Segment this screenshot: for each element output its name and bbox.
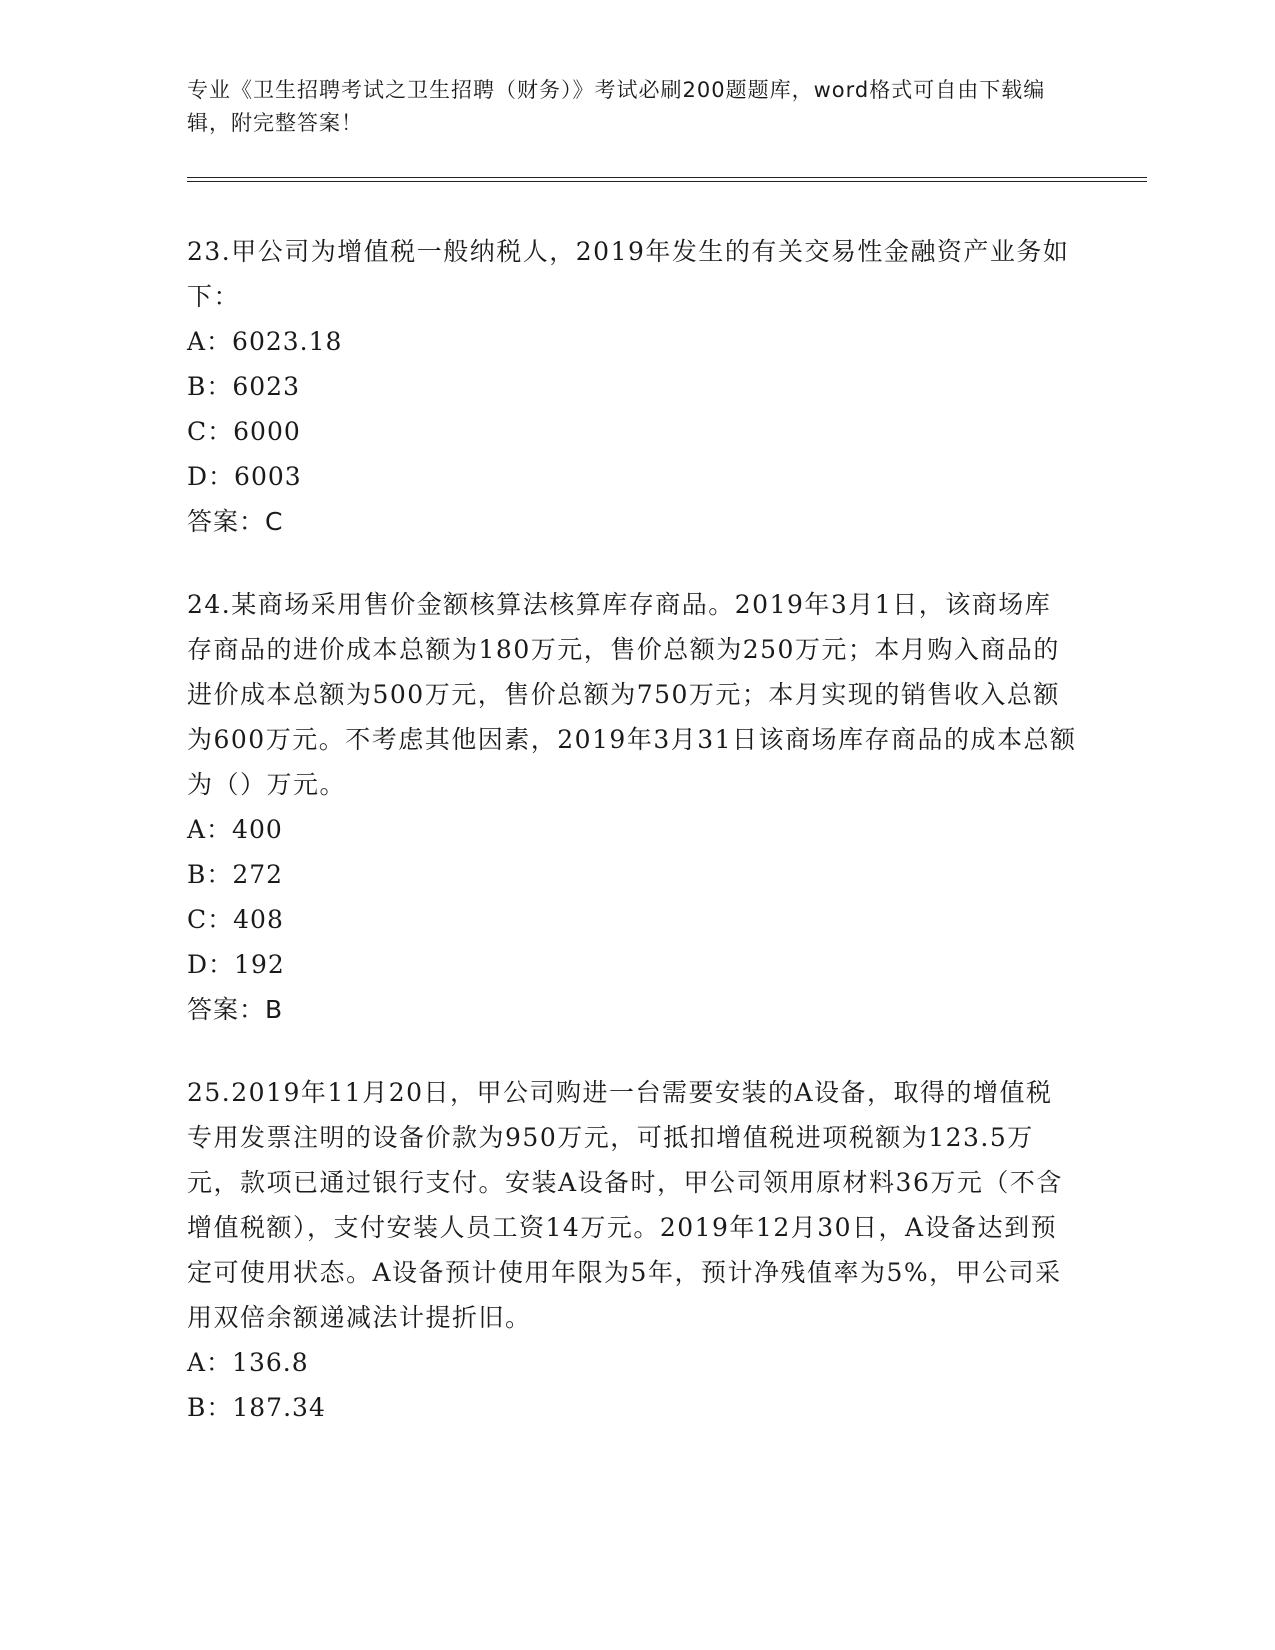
- answer: 答案：B: [187, 995, 284, 1024]
- header-divider-bottom: [187, 181, 1147, 182]
- option-d: D：192: [187, 950, 285, 979]
- option-c: C：408: [187, 905, 284, 934]
- document-header: 专业《卫生招聘考试之卫生招聘（财务）》考试必刷200题题库，word格式可自由下载编辑，附完整答案！: [187, 78, 1046, 135]
- question-23: [187, 229, 1077, 544]
- answer: 答案：C: [187, 507, 284, 536]
- option-a: A：136.8: [187, 1348, 309, 1377]
- question-list: [187, 229, 1077, 1468]
- header-divider-top: [187, 177, 1147, 178]
- option-a: A：6023.18: [187, 327, 343, 356]
- question-text: 25.2019年11月20日，甲公司购进一台需要安装的A设备，取得的增值税专用发票注明的设备价款为950万元，可抵扣增值税进项税额为123.5万元，款项已通过银行支付。安装A设备时，甲公司领用原材料36万元（不含增值税额），支付安装人员工资14万元。2019年12月30日，A设备达到预定可使用状态。A设备预计使用年限为5年，预计净残值率为5%，甲公司采用双倍余额递减法计提折旧。: [187, 1078, 1063, 1332]
- option-b: B：272: [187, 860, 284, 889]
- option-c: C：6000: [187, 417, 301, 446]
- option-a: A：400: [187, 815, 283, 844]
- question-text: 23.甲公司为增值税一般纳税人，2019年发生的有关交易性金融资产业务如下：: [187, 237, 1070, 311]
- question-25: [187, 1070, 1077, 1430]
- option-d: D：6003: [187, 462, 302, 491]
- option-b: B：187.34: [187, 1393, 326, 1422]
- option-b: B：6023: [187, 372, 300, 401]
- question-24: [187, 582, 1077, 1032]
- question-text: 24.某商场采用售价金额核算法核算库存商品。2019年3月1日，该商场库存商品的进价成本总额为180万元，售价总额为250万元；本月购入商品的进价成本总额为500万元，售价总额为750万元；本月实现的销售收入总额为600万元。不考虑其他因素，2019年3月31日该商场库存商品的成本总额为（）万元。: [187, 590, 1077, 799]
